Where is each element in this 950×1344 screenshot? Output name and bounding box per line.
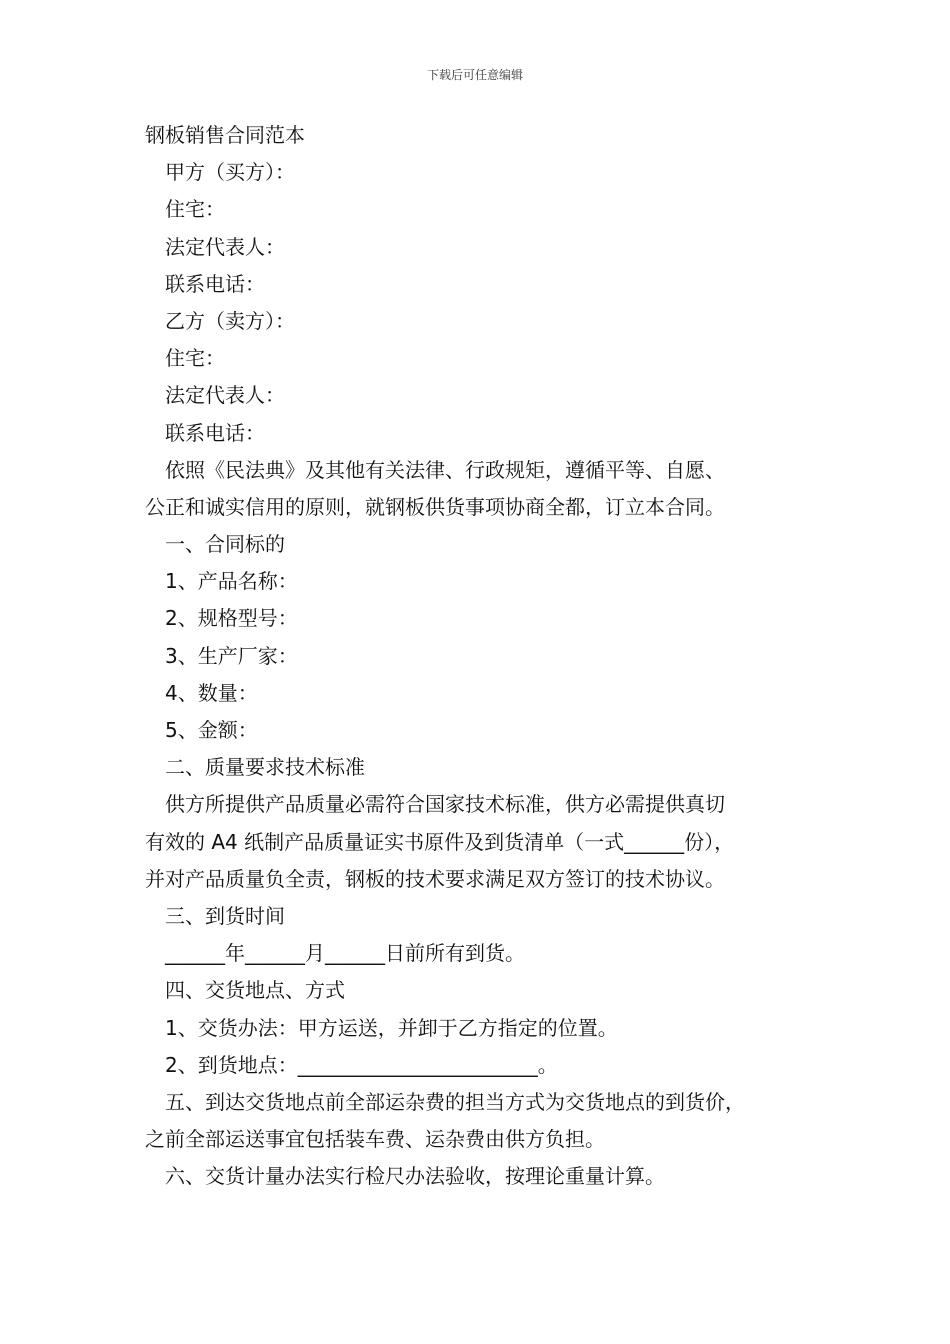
party-a-phone: 联系电话： — [165, 271, 265, 296]
section-5-line-1: 五、到达交货地点前全部运杂费的担当方式为交货地点的到货价， — [165, 1089, 745, 1114]
party-a-address: 住宅： — [165, 197, 225, 222]
section-2-line-1: 供方所提供产品质量必需符合国家技术标准，供方必需提供真切 — [165, 792, 725, 817]
section-1-item: 2、规格型号： — [165, 606, 298, 631]
party-b-phone: 联系电话： — [165, 420, 265, 445]
page-header-note: 下载后可任意编辑 — [426, 68, 523, 82]
section-2-line-2: 有效的 A4 纸制产品质量证实书原件及到货清单（一式______份）， — [145, 829, 735, 854]
document-body — [145, 117, 845, 1195]
section-4-item-2: 2、到货地点：________________________。 — [165, 1052, 558, 1077]
preamble-line-2: 公正和诚实信用的原则，就钢板供货事项协商全都，订立本合同。 — [145, 494, 725, 519]
party-b-representative: 法定代表人： — [165, 383, 285, 408]
section-1-heading: 一、合同标的 — [165, 532, 285, 557]
section-1-item: 3、生产厂家： — [165, 643, 298, 668]
preamble-line-1: 依照《民法典》及其他有关法律、行政规矩，遵循平等、自愿、 — [165, 457, 725, 482]
section-3-heading: 三、到货时间 — [165, 903, 285, 928]
section-6-line-1: 六、交货计量办法实行检尺办法验收，按理论重量计算。 — [165, 1164, 665, 1189]
party-b-address: 住宅： — [165, 346, 225, 371]
section-3-line-1: ______年______月______日前所有到货。 — [165, 941, 525, 966]
section-1-item: 4、数量： — [165, 680, 258, 705]
section-2-heading: 二、质量要求技术标准 — [165, 755, 365, 780]
party-a-label: 甲方（买方）： — [165, 160, 295, 185]
document-title: 钢板销售合同范本 — [145, 123, 305, 147]
section-5-line-2: 之前全部运送事宜包括装车费、运杂费由供方负担。 — [145, 1127, 605, 1152]
section-1-item: 1、产品名称： — [165, 569, 298, 594]
party-b-label: 乙方（卖方）： — [165, 308, 295, 333]
section-4-item-1: 1、交货办法：甲方运送，并卸于乙方指定的位置。 — [165, 1015, 618, 1040]
section-4-heading: 四、交货地点、方式 — [165, 978, 345, 1003]
party-a-representative: 法定代表人： — [165, 234, 285, 259]
section-1-item: 5、金额： — [165, 718, 258, 742]
section-2-line-3: 并对产品质量负全责，钢板的技术要求满足双方签订的技术协议。 — [145, 866, 725, 891]
